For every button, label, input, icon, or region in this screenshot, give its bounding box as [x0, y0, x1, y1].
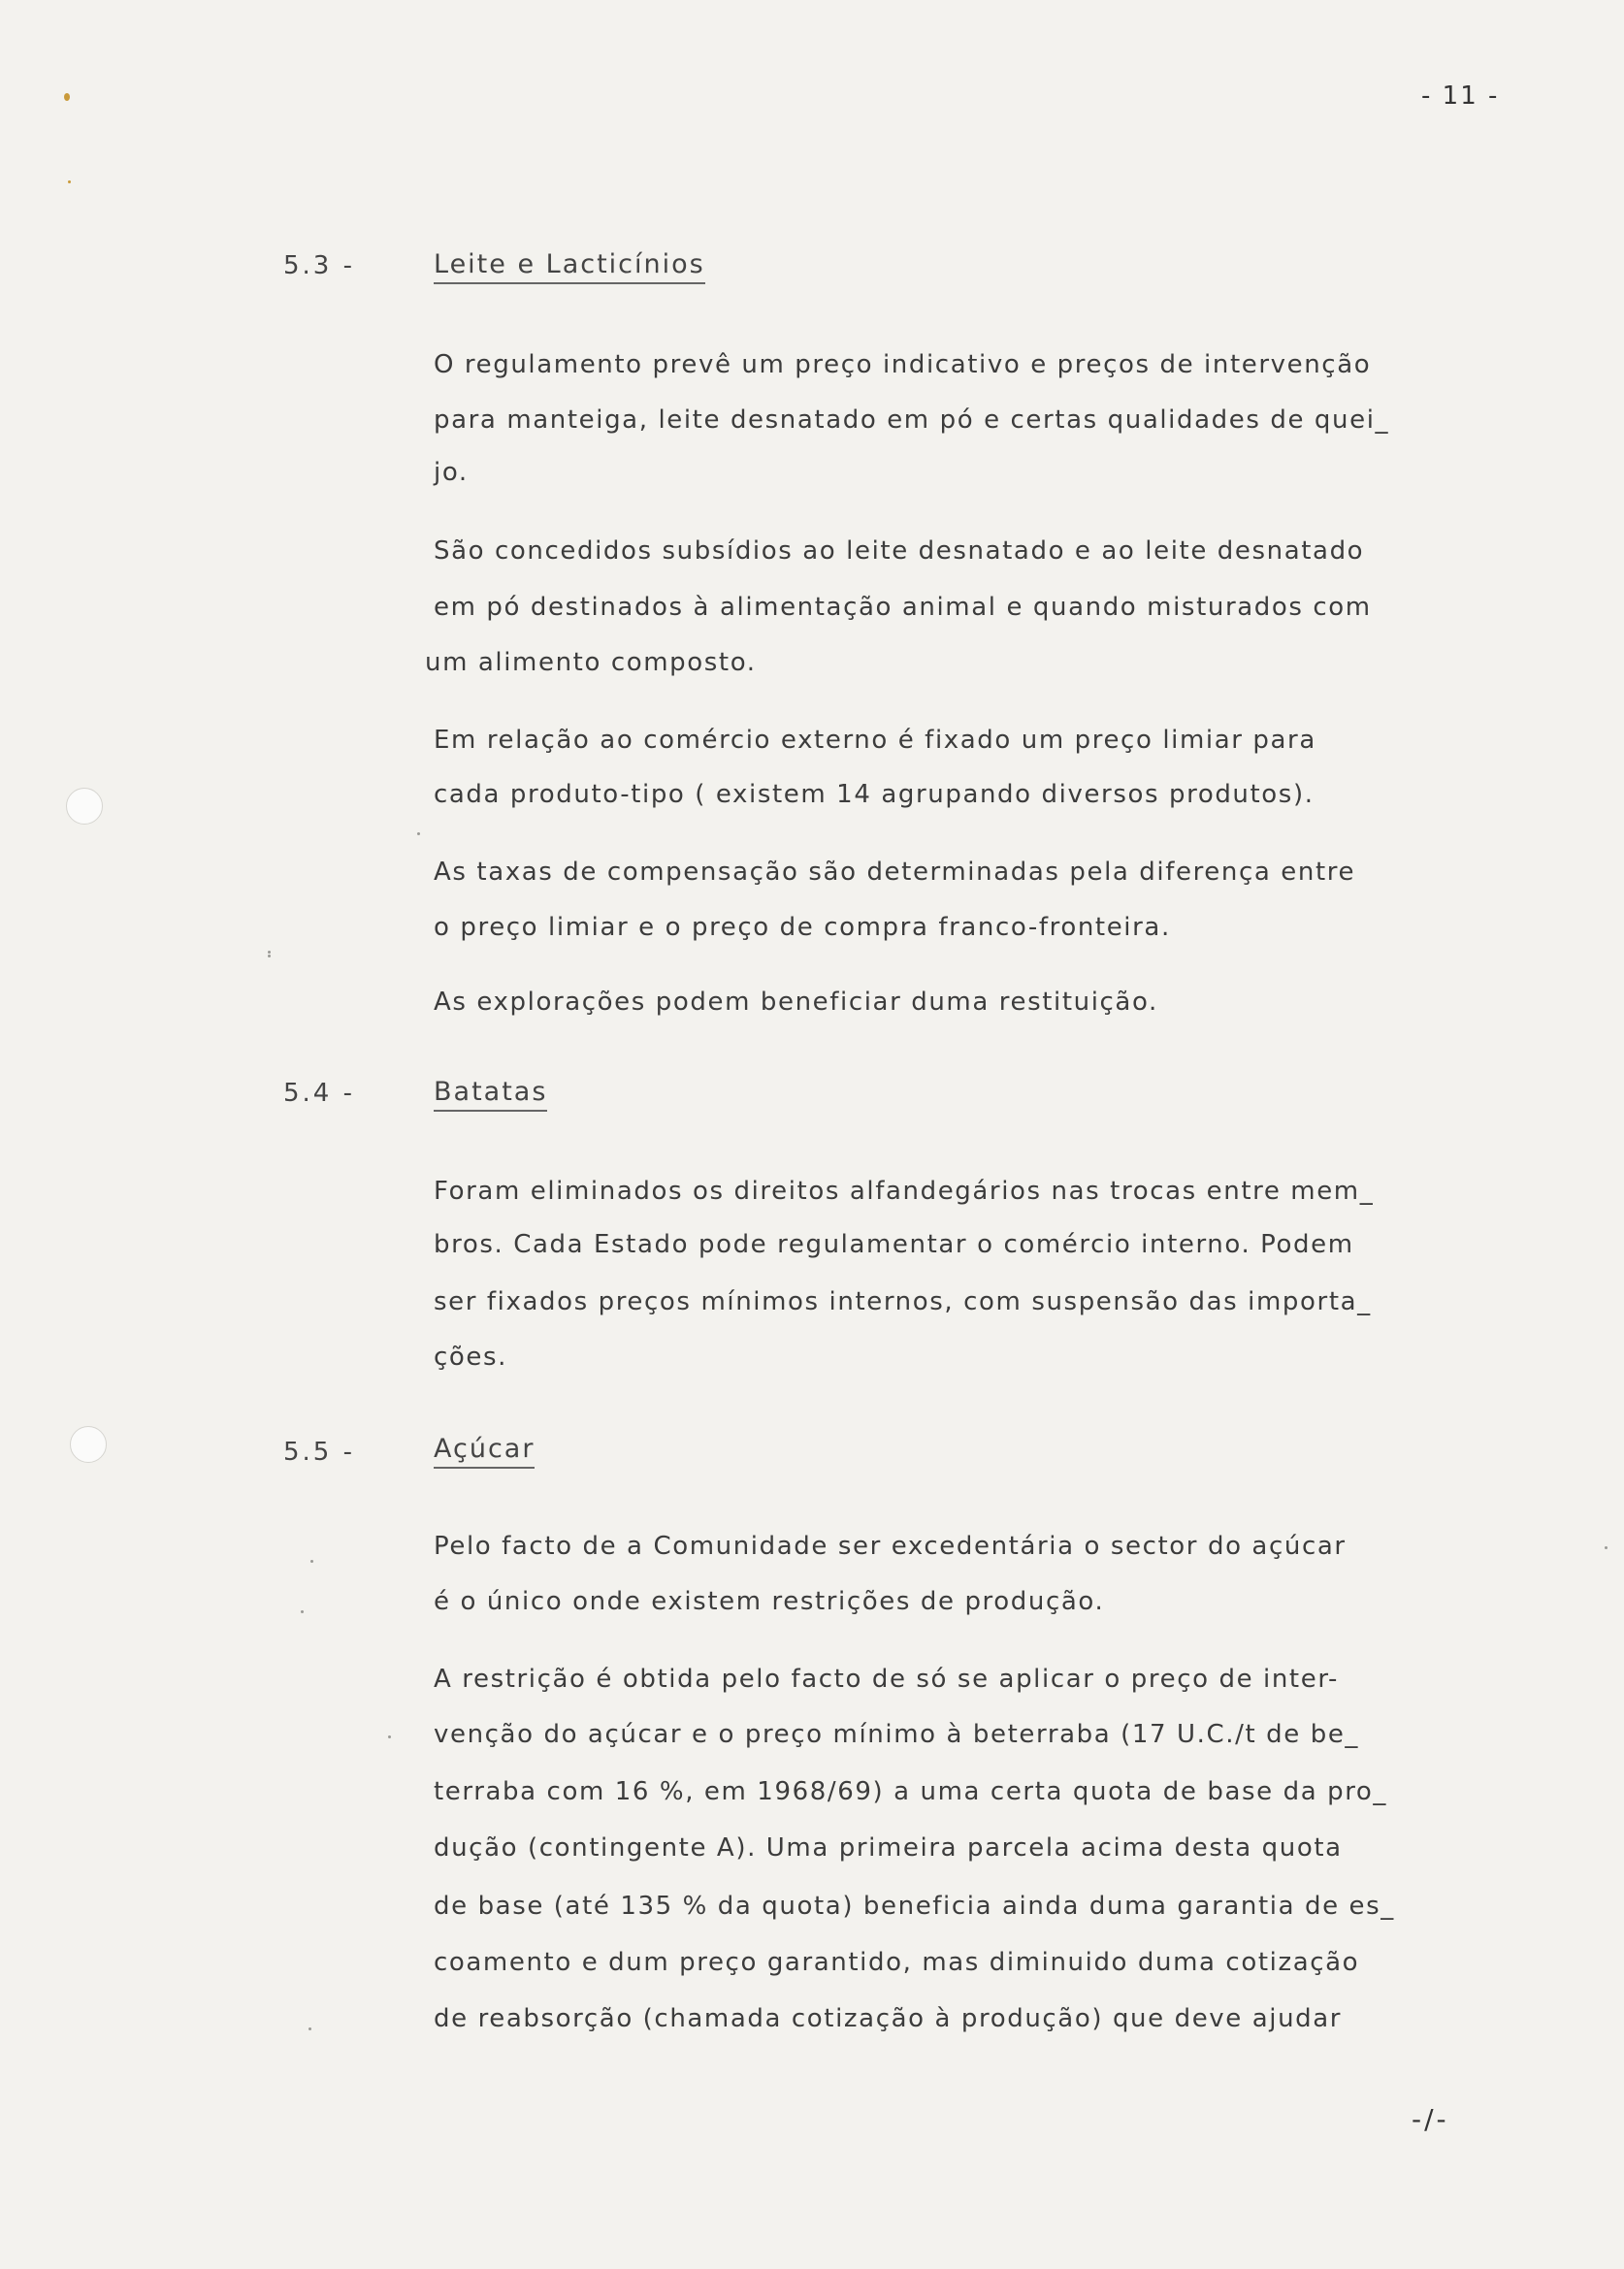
paragraph-line: Foram eliminados os direitos alfandegários nas trocas entre mem_ [434, 1177, 1375, 1206]
section-title: Batatas [434, 1077, 547, 1112]
paper-speck [301, 1610, 304, 1613]
paragraph-line: A restrição é obtida pelo facto de só se aplicar o preço de inter- [434, 1665, 1339, 1694]
paragraph-line: bros. Cada Estado pode regulamentar o comércio interno. Podem [434, 1230, 1354, 1259]
paragraph-line: São concedidos subsídios ao leite desnatado e ao leite desnatado [434, 536, 1365, 566]
paragraph-line: jo. [434, 458, 469, 487]
paragraph-line: coamento e dum preço garantido, mas diminuido duma cotização [434, 1948, 1360, 1977]
paragraph-line: terraba com 16 %, em 1968/69) a uma certa quota de base da pro_ [434, 1777, 1388, 1806]
paragraph-line: venção do açúcar e o preço mínimo à beterraba (17 U.C./t de be_ [434, 1720, 1360, 1749]
paper-speck [64, 93, 70, 101]
paragraph-line: ções. [434, 1343, 508, 1372]
paragraph-line: Pelo facto de a Comunidade ser excedentária o sector do açúcar [434, 1532, 1347, 1561]
punch-hole-bottom [70, 1426, 107, 1463]
section-title: Leite e Lacticínios [434, 249, 705, 284]
paragraph-line: é o único onde existem restrições de produção. [434, 1587, 1105, 1616]
paragraph-line: o preço limiar e o preço de compra franco-fronteira. [434, 913, 1171, 942]
paragraph-line: ser fixados preços mínimos internos, com suspensão das importa_ [434, 1287, 1372, 1316]
paragraph-line: cada produto-tipo ( existem 14 agrupando diversos produtos). [434, 780, 1315, 809]
paper-speck [310, 1560, 313, 1563]
paper-speck [268, 951, 271, 954]
paragraph-line: As explorações podem beneficiar duma restituição. [434, 988, 1158, 1017]
paper-speck [1605, 1546, 1608, 1549]
paragraph-line: O regulamento prevê um preço indicativo e preços de intervenção [434, 350, 1372, 379]
paragraph-line: para manteiga, leite desnatado em pó e certas qualidades de quei_ [434, 405, 1390, 435]
continuation-mark: -/- [1412, 2103, 1449, 2135]
paper-speck [268, 955, 271, 957]
section-number: 5.3 - [283, 251, 355, 280]
page-number: - 11 - [1421, 81, 1500, 111]
paragraph-line: Em relação ao comércio externo é fixado um preço limiar para [434, 726, 1316, 755]
punch-hole-top [66, 788, 103, 825]
paper-speck [388, 1735, 391, 1738]
paragraph-line: dução (contingente A). Uma primeira parcela acima desta quota [434, 1833, 1343, 1863]
paper-speck [309, 2027, 311, 2030]
paragraph-line: de base (até 135 % da quota) beneficia ainda duma garantia de es_ [434, 1892, 1395, 1921]
paragraph-line: em pó destinados à alimentação animal e quando misturados com [434, 593, 1372, 622]
paragraph-line: As taxas de compensação são determinadas pela diferença entre [434, 858, 1356, 887]
paper-speck [68, 180, 71, 183]
paragraph-line: um alimento composto. [425, 648, 757, 677]
section-title: Açúcar [434, 1434, 535, 1469]
section-number: 5.5 - [283, 1438, 355, 1467]
section-number: 5.4 - [283, 1079, 355, 1108]
paper-speck [417, 832, 420, 835]
paragraph-line: de reabsorção (chamada cotização à produção) que deve ajudar [434, 2004, 1343, 2033]
